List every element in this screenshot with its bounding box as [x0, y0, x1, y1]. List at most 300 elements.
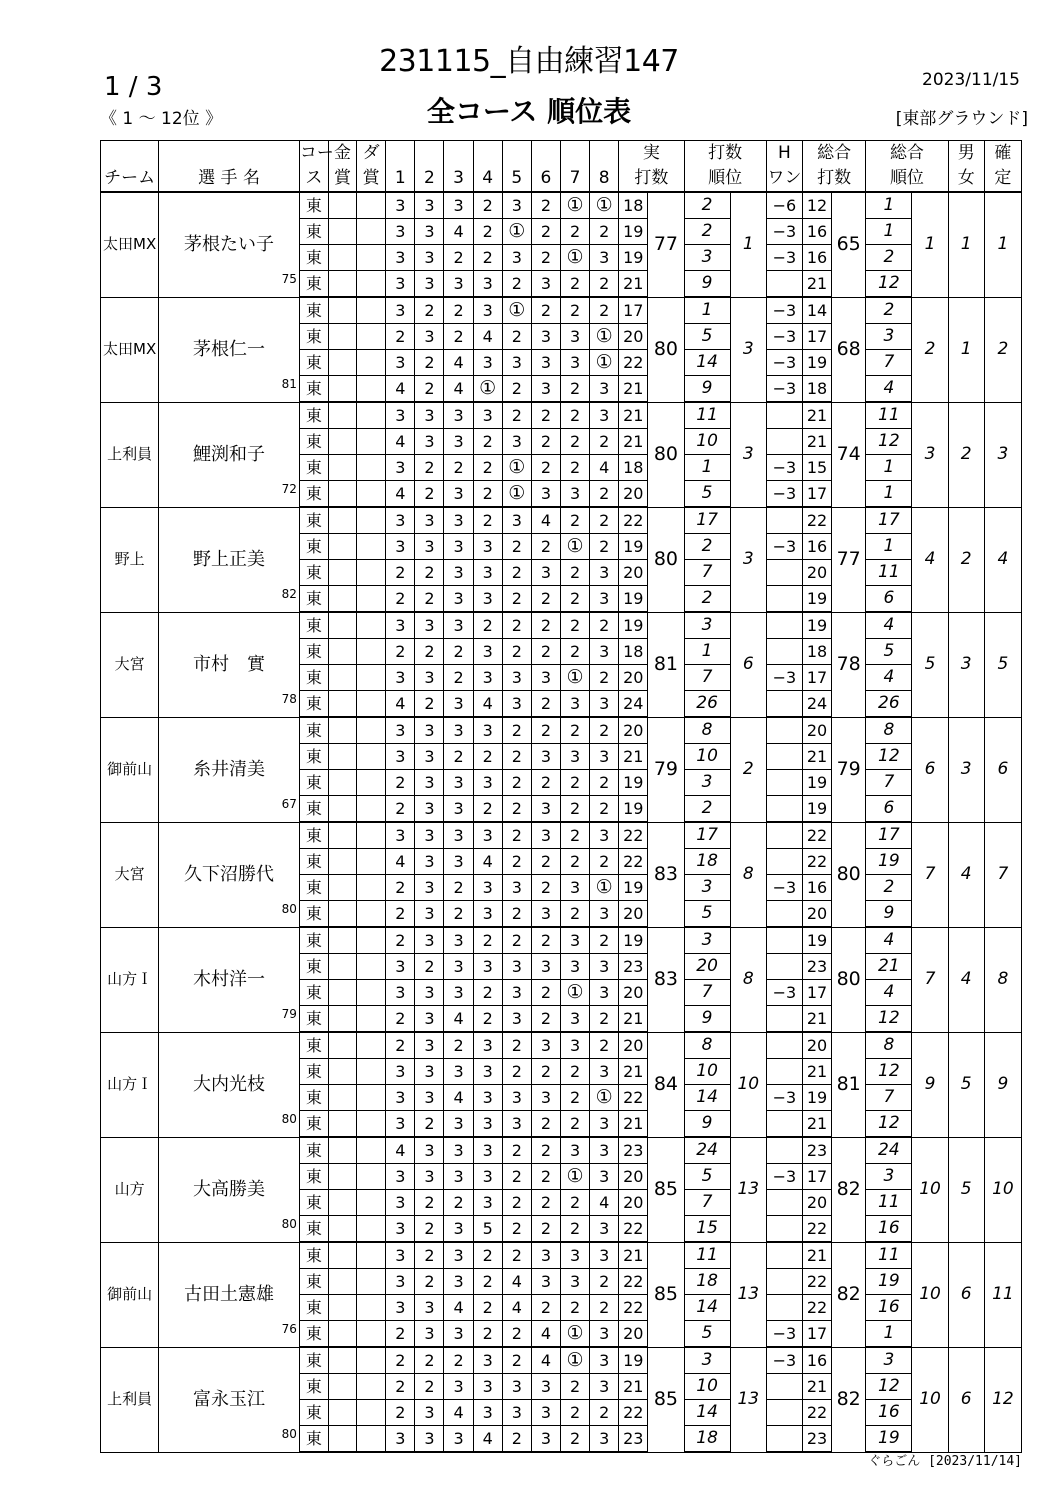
- da-prize-cell: [357, 796, 386, 823]
- hole-score-cell: 4: [444, 1085, 473, 1111]
- hole-in-one-cell: −3: [766, 455, 802, 481]
- hole-score-cell: 3: [415, 324, 444, 350]
- round-total-cell: 22: [619, 849, 648, 875]
- hole-score-cell: 3: [415, 534, 444, 560]
- hole-in-one-cell: −3: [766, 534, 802, 560]
- round-rank-cell: 10: [684, 429, 730, 455]
- col-hole-5-top: [502, 141, 531, 167]
- player-name-cell: [159, 612, 300, 717]
- da-prize-cell: [357, 1006, 386, 1033]
- player-handicap: 80: [281, 1111, 297, 1126]
- da-prize-cell: [357, 1137, 386, 1164]
- gold-prize-cell: [328, 1374, 356, 1400]
- hole-score-cell: ①: [560, 1347, 589, 1374]
- hole-in-one-cell: [766, 586, 802, 613]
- hole-score-cell: 3: [531, 1242, 560, 1269]
- hole-score-cell: 4: [502, 1295, 531, 1321]
- round-total-cell: 21: [619, 429, 648, 455]
- gold-prize-cell: [328, 1164, 356, 1190]
- hole-score-cell: 3: [415, 245, 444, 271]
- table-row: [101, 1137, 1022, 1164]
- hole-score-cell: 2: [415, 560, 444, 586]
- hole-score-cell: 2: [386, 1321, 415, 1348]
- hole-score-cell: 2: [444, 245, 473, 271]
- player-handicap: 79: [281, 1006, 297, 1021]
- hole-score-cell: 3: [444, 1137, 473, 1164]
- hole-score-cell: 4: [444, 1006, 473, 1033]
- hole-in-one-cell: −3: [766, 297, 802, 324]
- hole-score-cell: 3: [473, 534, 502, 560]
- hole-score-cell: 3: [415, 192, 444, 219]
- hole-score-cell: 2: [590, 612, 619, 639]
- round-total-cell: 22: [619, 1216, 648, 1243]
- gold-prize-cell: [328, 586, 356, 613]
- hole-score-cell: 3: [415, 1085, 444, 1111]
- gold-prize-cell: [328, 822, 356, 849]
- course-cell: 東: [299, 1347, 328, 1374]
- round-net-rank-cell: 12: [866, 429, 912, 455]
- da-prize-cell: [357, 402, 386, 429]
- da-prize-cell: [357, 849, 386, 875]
- course-cell: 東: [299, 402, 328, 429]
- hole-score-cell: 3: [560, 875, 589, 901]
- round-net-cell: 21: [803, 402, 832, 429]
- round-net-rank-cell: 7: [866, 770, 912, 796]
- hole-score-cell: 2: [531, 219, 560, 245]
- gender-rank-cell: 3: [948, 612, 984, 717]
- hole-score-cell: 3: [502, 192, 531, 219]
- course-cell: 東: [299, 534, 328, 560]
- hole-score-cell: 3: [415, 1032, 444, 1059]
- hole-score-cell: 3: [386, 717, 415, 744]
- ground-name: [東部グラウンド]: [895, 109, 1028, 129]
- total-rank-cell: 9: [912, 1032, 948, 1137]
- hole-in-one-cell: −3: [766, 481, 802, 508]
- hole-score-cell: 2: [590, 717, 619, 744]
- hole-score-cell: 4: [502, 1269, 531, 1295]
- round-total-cell: 23: [619, 1137, 648, 1164]
- course-cell: 東: [299, 1426, 328, 1453]
- gold-prize-cell: [328, 1085, 356, 1111]
- hole-score-cell: 3: [444, 1269, 473, 1295]
- hole-in-one-cell: [766, 691, 802, 718]
- hole-score-cell: 2: [531, 612, 560, 639]
- ranking-table: [100, 140, 1022, 1453]
- round-net-cell: 22: [803, 849, 832, 875]
- gender-rank-cell: 3: [948, 717, 984, 822]
- round-net-cell: 24: [803, 691, 832, 718]
- hole-score-cell: 3: [473, 1164, 502, 1190]
- hole-score-cell: 2: [502, 534, 531, 560]
- total-strokes-cell: 79: [832, 717, 866, 822]
- col-course-top: コー: [299, 141, 328, 167]
- round-rank-cell: 15: [684, 1216, 730, 1243]
- hole-score-cell: 2: [415, 1347, 444, 1374]
- course-cell: 東: [299, 1085, 328, 1111]
- round-rank-cell: 10: [684, 744, 730, 770]
- hole-score-cell: 3: [590, 1347, 619, 1374]
- gold-prize-cell: [328, 665, 356, 691]
- course-cell: 東: [299, 744, 328, 770]
- hole-score-cell: 2: [502, 901, 531, 928]
- round-rank-cell: 5: [684, 1321, 730, 1348]
- gender-rank-cell: 4: [948, 822, 984, 927]
- total-strokes-cell: 65: [832, 192, 866, 297]
- hole-score-cell: 3: [473, 901, 502, 928]
- round-rank-cell: 11: [684, 1242, 730, 1269]
- hole-in-one-cell: −3: [766, 665, 802, 691]
- table-row: [101, 1032, 1022, 1059]
- hole-score-cell: 2: [531, 770, 560, 796]
- round-net-rank-cell: 4: [866, 927, 912, 954]
- hole-score-cell: 4: [473, 849, 502, 875]
- hole-score-cell: ①: [560, 980, 589, 1006]
- player-name-cell: [159, 1137, 300, 1242]
- player-handicap: 81: [281, 376, 297, 391]
- round-total-cell: 20: [619, 1321, 648, 1348]
- hole-score-cell: 3: [444, 1242, 473, 1269]
- strokes-rank-cell: 2: [730, 717, 766, 822]
- hole-score-cell: 2: [473, 980, 502, 1006]
- da-prize-cell: [357, 665, 386, 691]
- player-name: 大内光枝: [193, 1073, 266, 1095]
- course-cell: 東: [299, 927, 328, 954]
- hole-score-cell: 2: [590, 507, 619, 534]
- total-strokes-cell: 78: [832, 612, 866, 717]
- course-cell: 東: [299, 665, 328, 691]
- gender-rank-cell: 1: [948, 297, 984, 402]
- hole-score-cell: 4: [531, 1347, 560, 1374]
- round-net-cell: 19: [803, 1085, 832, 1111]
- hole-score-cell: 3: [531, 324, 560, 350]
- gender-rank-cell: 5: [948, 1137, 984, 1242]
- hole-score-cell: 2: [590, 665, 619, 691]
- final-rank-cell: 10: [984, 1137, 1021, 1242]
- da-prize-cell: [357, 980, 386, 1006]
- gold-prize-cell: [328, 297, 356, 324]
- round-rank-cell: 2: [684, 192, 730, 219]
- player-name: 久下沼勝代: [184, 863, 275, 885]
- team-cell: 御前山: [101, 717, 159, 822]
- gender-rank-cell: 1: [948, 192, 984, 297]
- round-net-rank-cell: 19: [866, 1269, 912, 1295]
- hole-score-cell: 3: [590, 744, 619, 770]
- hole-score-cell: 2: [473, 192, 502, 219]
- hole-score-cell: 3: [415, 1426, 444, 1453]
- hole-score-cell: 3: [473, 1137, 502, 1164]
- gold-prize-cell: [328, 429, 356, 455]
- player-name: 野上正美: [193, 548, 266, 570]
- round-rank-cell: 7: [684, 560, 730, 586]
- hole-score-cell: 2: [502, 822, 531, 849]
- hole-score-cell: 2: [590, 219, 619, 245]
- course-cell: 東: [299, 219, 328, 245]
- round-total-cell: 20: [619, 980, 648, 1006]
- round-net-cell: 17: [803, 1164, 832, 1190]
- hole-score-cell: 3: [415, 1164, 444, 1190]
- round-rank-cell: 1: [684, 639, 730, 665]
- strokes-rank-cell: 10: [730, 1032, 766, 1137]
- course-cell: 東: [299, 1190, 328, 1216]
- round-rank-cell: 3: [684, 612, 730, 639]
- hole-score-cell: 3: [415, 901, 444, 928]
- total-strokes-cell: 80: [832, 927, 866, 1032]
- round-net-rank-cell: 17: [866, 822, 912, 849]
- gold-prize-cell: [328, 1111, 356, 1138]
- hole-score-cell: 2: [531, 927, 560, 954]
- hole-in-one-cell: −3: [766, 1347, 802, 1374]
- round-rank-cell: 24: [684, 1137, 730, 1164]
- round-total-cell: 21: [619, 1242, 648, 1269]
- gold-prize-cell: [328, 455, 356, 481]
- hole-score-cell: 3: [502, 954, 531, 980]
- gender-rank-cell: 5: [948, 1032, 984, 1137]
- total-strokes-cell: 80: [832, 822, 866, 927]
- gold-prize-cell: [328, 744, 356, 770]
- gold-prize-cell: [328, 507, 356, 534]
- hole-score-cell: 4: [531, 1321, 560, 1348]
- total-rank-cell: 1: [912, 192, 948, 297]
- hole-score-cell: 3: [386, 822, 415, 849]
- round-rank-cell: 18: [684, 849, 730, 875]
- hole-score-cell: 2: [590, 297, 619, 324]
- hole-score-cell: 2: [415, 1216, 444, 1243]
- total-rank-cell: 5: [912, 612, 948, 717]
- hole-score-cell: 3: [531, 1269, 560, 1295]
- player-handicap: 80: [281, 1216, 297, 1231]
- hole-score-cell: 4: [444, 376, 473, 403]
- hole-score-cell: 3: [415, 429, 444, 455]
- hole-score-cell: 2: [502, 586, 531, 613]
- hole-score-cell: 3: [560, 1032, 589, 1059]
- round-rank-cell: 17: [684, 822, 730, 849]
- round-net-cell: 17: [803, 1321, 832, 1348]
- hole-score-cell: 3: [531, 1426, 560, 1453]
- round-rank-cell: 1: [684, 455, 730, 481]
- hole-in-one-cell: [766, 1242, 802, 1269]
- col-hole-3-top: [444, 141, 473, 167]
- da-prize-cell: [357, 376, 386, 403]
- hole-score-cell: 3: [415, 1059, 444, 1085]
- strokes-rank-cell: 13: [730, 1242, 766, 1347]
- da-prize-cell: [357, 455, 386, 481]
- hole-score-cell: 3: [415, 1321, 444, 1348]
- hole-score-cell: 2: [590, 1400, 619, 1426]
- hole-score-cell: 2: [531, 639, 560, 665]
- round-rank-cell: 7: [684, 665, 730, 691]
- hole-score-cell: 3: [444, 822, 473, 849]
- round-total-cell: 21: [619, 402, 648, 429]
- footer-credit: ぐらごん [2023/11/14]: [868, 1454, 1022, 1469]
- round-net-rank-cell: 12: [866, 1111, 912, 1138]
- hole-score-cell: 2: [444, 324, 473, 350]
- hole-score-cell: 2: [502, 1137, 531, 1164]
- hole-score-cell: 2: [502, 1059, 531, 1085]
- strokes-rank-cell: 8: [730, 927, 766, 1032]
- player-handicap: 80: [281, 901, 297, 916]
- col-hole-1: 1: [386, 166, 415, 192]
- hole-score-cell: 2: [560, 717, 589, 744]
- hole-score-cell: 2: [502, 271, 531, 298]
- round-total-cell: 19: [619, 612, 648, 639]
- round-net-rank-cell: 17: [866, 507, 912, 534]
- hole-score-cell: 2: [473, 481, 502, 508]
- hole-score-cell: ①: [590, 1085, 619, 1111]
- round-net-cell: 21: [803, 1242, 832, 1269]
- gold-prize-cell: [328, 980, 356, 1006]
- hole-score-cell: 4: [386, 481, 415, 508]
- hole-score-cell: 3: [386, 1426, 415, 1453]
- hole-in-one-cell: [766, 744, 802, 770]
- round-rank-cell: 3: [684, 927, 730, 954]
- hole-score-cell: 2: [386, 1032, 415, 1059]
- hole-score-cell: 2: [502, 1164, 531, 1190]
- hole-score-cell: 4: [386, 429, 415, 455]
- col-final-top: 確: [984, 141, 1021, 167]
- player-name: 市村 實: [193, 653, 266, 675]
- round-net-cell: 16: [803, 875, 832, 901]
- hole-score-cell: 2: [560, 297, 589, 324]
- round-rank-cell: 5: [684, 324, 730, 350]
- hole-score-cell: 3: [386, 980, 415, 1006]
- hole-score-cell: 3: [444, 560, 473, 586]
- course-cell: 東: [299, 691, 328, 718]
- col-actual-top: 実: [619, 141, 684, 167]
- hole-score-cell: 2: [560, 849, 589, 875]
- round-net-cell: 22: [803, 1400, 832, 1426]
- hole-score-cell: 3: [415, 849, 444, 875]
- hole-in-one-cell: [766, 1400, 802, 1426]
- hole-score-cell: 2: [560, 1426, 589, 1453]
- hole-score-cell: 2: [502, 927, 531, 954]
- col-hole-6: 6: [531, 166, 560, 192]
- course-cell: 東: [299, 1400, 328, 1426]
- hole-score-cell: ①: [560, 534, 589, 560]
- hole-score-cell: 3: [473, 717, 502, 744]
- round-rank-cell: 17: [684, 507, 730, 534]
- hole-score-cell: 3: [386, 245, 415, 271]
- da-prize-cell: [357, 1085, 386, 1111]
- round-net-cell: 17: [803, 665, 832, 691]
- actual-strokes-cell: 80: [648, 507, 684, 612]
- course-cell: 東: [299, 376, 328, 403]
- actual-strokes-cell: 85: [648, 1242, 684, 1347]
- round-net-cell: 21: [803, 744, 832, 770]
- hole-score-cell: 2: [560, 507, 589, 534]
- hole-score-cell: 2: [502, 402, 531, 429]
- hole-score-cell: 3: [444, 980, 473, 1006]
- round-rank-cell: 14: [684, 1295, 730, 1321]
- da-prize-cell: [357, 534, 386, 560]
- round-total-cell: 21: [619, 744, 648, 770]
- round-total-cell: 17: [619, 297, 648, 324]
- player-name-cell: [159, 192, 300, 297]
- player-name-cell: [159, 822, 300, 927]
- da-prize-cell: [357, 875, 386, 901]
- hole-score-cell: 3: [502, 1374, 531, 1400]
- hole-score-cell: ①: [560, 1321, 589, 1348]
- hole-score-cell: 3: [444, 770, 473, 796]
- round-net-cell: 16: [803, 219, 832, 245]
- hole-score-cell: 2: [415, 639, 444, 665]
- hole-score-cell: 2: [415, 691, 444, 718]
- course-cell: 東: [299, 1164, 328, 1190]
- hole-score-cell: 2: [444, 297, 473, 324]
- hole-score-cell: 3: [502, 1006, 531, 1033]
- hole-score-cell: 3: [590, 1137, 619, 1164]
- gold-prize-cell: [328, 770, 356, 796]
- final-rank-cell: 2: [984, 297, 1021, 402]
- hole-score-cell: 2: [560, 612, 589, 639]
- actual-strokes-cell: 83: [648, 927, 684, 1032]
- hole-score-cell: 3: [415, 1006, 444, 1033]
- gold-prize-cell: [328, 192, 356, 219]
- hole-score-cell: 2: [560, 639, 589, 665]
- gold-prize-cell: [328, 717, 356, 744]
- hole-score-cell: 3: [386, 402, 415, 429]
- gold-prize-cell: [328, 875, 356, 901]
- hole-score-cell: 5: [473, 1216, 502, 1243]
- hole-score-cell: 3: [444, 1374, 473, 1400]
- hole-score-cell: 2: [473, 1006, 502, 1033]
- hole-score-cell: 2: [590, 481, 619, 508]
- hole-in-one-cell: [766, 1216, 802, 1243]
- round-net-rank-cell: 4: [866, 665, 912, 691]
- hole-score-cell: 2: [560, 1216, 589, 1243]
- hole-score-cell: 2: [502, 1190, 531, 1216]
- gold-prize-cell: [328, 1426, 356, 1453]
- hole-in-one-cell: −3: [766, 245, 802, 271]
- hole-score-cell: 3: [590, 1321, 619, 1348]
- hole-score-cell: 2: [415, 954, 444, 980]
- actual-strokes-cell: 84: [648, 1032, 684, 1137]
- hole-score-cell: 3: [531, 822, 560, 849]
- hole-score-cell: 3: [590, 980, 619, 1006]
- gold-prize-cell: [328, 534, 356, 560]
- col-hole-6-top: [531, 141, 560, 167]
- hole-score-cell: 3: [386, 1242, 415, 1269]
- table-row: [101, 192, 1022, 219]
- hole-score-cell: 3: [386, 954, 415, 980]
- round-total-cell: 20: [619, 324, 648, 350]
- round-net-rank-cell: 6: [866, 796, 912, 823]
- round-net-rank-cell: 16: [866, 1400, 912, 1426]
- hole-score-cell: ①: [590, 875, 619, 901]
- col-gold: 賞: [328, 166, 356, 192]
- round-net-rank-cell: 5: [866, 639, 912, 665]
- hole-score-cell: 2: [444, 875, 473, 901]
- hole-in-one-cell: [766, 1032, 802, 1059]
- hole-score-cell: 2: [444, 1347, 473, 1374]
- hole-score-cell: 3: [560, 324, 589, 350]
- hole-score-cell: 2: [444, 901, 473, 928]
- hole-score-cell: 2: [473, 612, 502, 639]
- hole-score-cell: 4: [473, 691, 502, 718]
- actual-strokes-cell: 83: [648, 822, 684, 927]
- hole-score-cell: 2: [531, 1111, 560, 1138]
- final-rank-cell: 7: [984, 822, 1021, 927]
- hole-in-one-cell: [766, 927, 802, 954]
- hole-score-cell: 3: [444, 927, 473, 954]
- hole-score-cell: 3: [473, 770, 502, 796]
- hole-score-cell: 3: [444, 691, 473, 718]
- player-name: 木村洋一: [193, 968, 266, 990]
- gold-prize-cell: [328, 376, 356, 403]
- player-name: 茅根仁一: [193, 338, 266, 360]
- hole-score-cell: 3: [531, 481, 560, 508]
- hole-in-one-cell: [766, 1137, 802, 1164]
- hole-score-cell: 3: [415, 822, 444, 849]
